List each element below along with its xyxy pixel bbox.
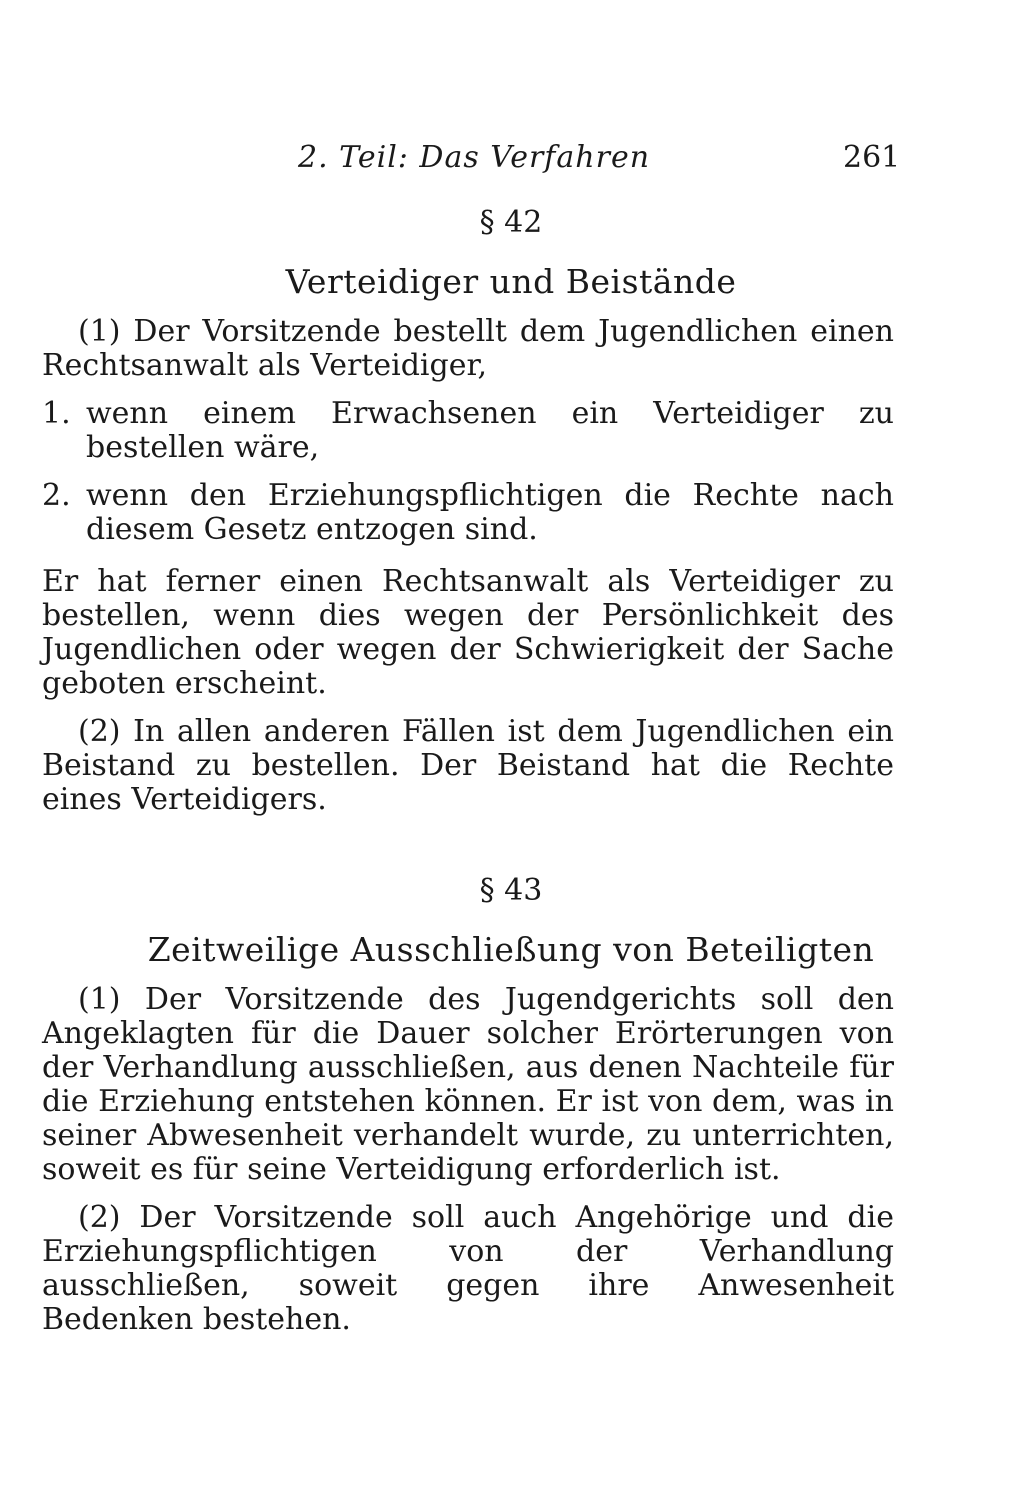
list-item-text: wenn einem Erwachsenen ein Verteidiger zu bestellen wäre,: [86, 396, 894, 465]
list-item-text: wenn den Erziehungspflichtigen die Rechte nach diesem Gesetz entzogen sind.: [86, 478, 894, 547]
page-number: 261: [843, 140, 901, 175]
section-42-paragraph-2: Er hat ferner einen Rechtsanwalt als Verteidiger zu bestellen, wenn dies wegen der Persönlichkeit des Jugendlichen oder wegen der Schwierigkeit der Sache geboten erscheint.: [42, 564, 894, 701]
section-42-paragraph-3: (2) In allen anderen Fällen ist dem Jugendlichen ein Beistand zu bestellen. Der Beistand hat die Rechte eines Verteidigers.: [42, 714, 894, 817]
running-title: 2. Teil: Das Verfahren: [298, 140, 651, 175]
spacer: [42, 701, 894, 715]
section-42-list: [42, 397, 894, 547]
list-item: [42, 397, 894, 465]
section-43-paragraph-1: (1) Der Vorsitzende des Jugendgerichts soll den Angeklagten für die Dauer solcher Erörterungen von der Verhandlung ausschließen, aus denen Nachteile für die Erziehung entstehen können. Er ist von dem, was in seiner Abwesenheit verhandelt wurde, zu unterrichten, soweit es für seine Verteidigung erforderlich ist.: [42, 982, 894, 1187]
section-43-title: Zeitweilige Ausschließung von Beteiligten: [147, 930, 875, 969]
body-text: [42, 205, 894, 1337]
section-43-number: § 43: [479, 873, 543, 908]
spacer: [42, 817, 894, 873]
section-42-number: § 42: [479, 205, 543, 240]
section-42-paragraph-1: (1) Der Vorsitzende bestellt dem Jugendlichen einen Rechtsanwalt als Verteidiger,: [42, 314, 894, 383]
list-item-number: 1.: [42, 396, 71, 431]
section-42-title: Verteidiger und Beistände: [285, 262, 737, 301]
spacer: [42, 1187, 894, 1201]
page-header: [0, 140, 1024, 180]
list-item-number: 2.: [42, 478, 71, 513]
list-item: [42, 479, 894, 547]
section-43-paragraph-2: (2) Der Vorsitzende soll auch Angehörige und die Erziehungspflichtigen von der Verhandlung ausschließen, soweit gegen ihre Anwesenheit Bedenken bestehen.: [42, 1200, 894, 1337]
